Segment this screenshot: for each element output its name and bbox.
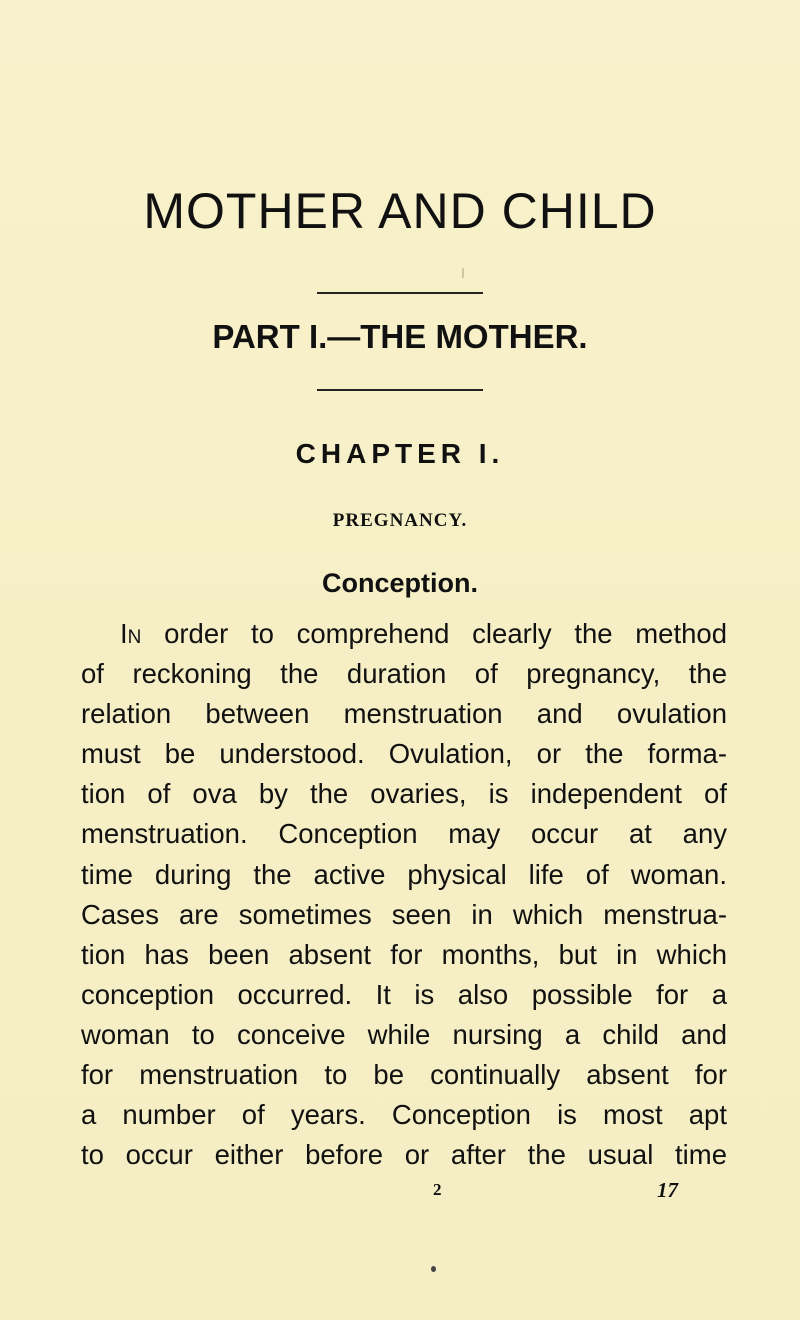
part-title: PART I.—THE MOTHER.: [212, 318, 588, 355]
title-divider-bottom: [317, 389, 483, 391]
paper-speck: [462, 268, 464, 278]
text-line: must be understood. Ovulation, or the forma-: [81, 738, 727, 770]
text-line: a number of years. Conception is most apt: [81, 1099, 727, 1131]
text-line: tion of ova by the ovaries, is independent of: [81, 778, 727, 810]
book-title: MOTHER AND CHILD: [143, 183, 657, 239]
text-line: [81, 614, 727, 654]
text-line-rest: order to comprehend clearly the method: [141, 618, 727, 649]
signature-mark: 2: [433, 1180, 442, 1199]
section-heading: Conception.: [322, 568, 478, 598]
body-paragraph: [81, 614, 727, 1175]
text-line: to occur either before or after the usual time: [81, 1139, 727, 1171]
chapter-title: CHAPTER I.: [295, 438, 505, 469]
text-line: for menstruation to be continually absent for: [81, 1059, 727, 1091]
drop-word: In: [120, 618, 142, 649]
title-divider-top: [317, 292, 483, 294]
text-line: woman to conceive while nursing a child and: [81, 1018, 727, 1050]
text-line: of reckoning the duration of pregnancy, the: [81, 658, 727, 690]
chapter-subtitle: PREGNANCY.: [332, 510, 468, 531]
text-line: Cases are sometimes seen in which menstrua-: [81, 898, 727, 930]
page-number: 17: [657, 1178, 678, 1202]
text-line: menstruation. Conception may occur at any: [81, 818, 727, 850]
paper-speck: [431, 1266, 436, 1272]
text-line: time during the active physical life of woman.: [81, 858, 727, 890]
text-line: tion has been absent for months, but in which: [81, 938, 727, 970]
text-line: conception occurred. It is also possible for a: [81, 978, 727, 1010]
text-line: relation between menstruation and ovulation: [81, 698, 727, 730]
